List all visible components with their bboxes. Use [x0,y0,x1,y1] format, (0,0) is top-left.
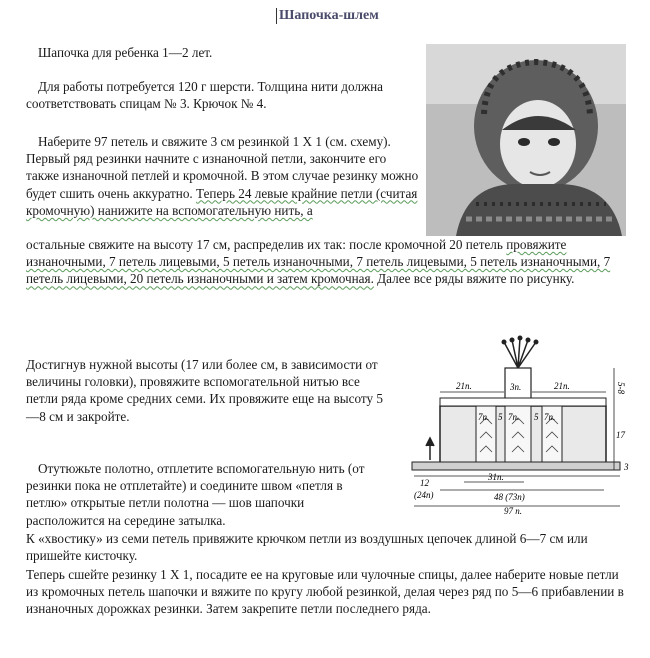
height-main-label: 17 [616,430,625,440]
steam-text: Отутюжьте полотно, отплетите вспомогательную нить (от резинки пока не отплетайте) и соедините швом «петля в петлю» открытые петли полотна — шов шапочки расположится на середине затылка. [26,461,365,528]
cast-on-underlined-1: Теперь 24 левые крайние петли (считая кромочную) нанижите на вспомогательную нить, а [26,185,418,218]
col-2-label: 5 [498,412,503,422]
tail-text: К «хвостику» из семи петель привяжите крючком петли из воздушных цепочек длиной 6—7 см или пришейте кисточку. [26,531,588,564]
cast-on-continuation [26,236,626,288]
page-title: Шапочка-шлем [276,8,379,24]
materials-text: Для работы потребуется 120 г шерсти. Толщина нити должна соответствовать спицам № 3. Крючок № 4. [26,79,384,112]
height-rib-label: 3 [624,462,629,472]
col-4-label: 5 [534,412,539,422]
main-count-label: 48 (73п) [494,492,525,502]
total-label: 97 п. [504,506,522,516]
left-top-label: 21п. [456,381,472,391]
cast-on-end: Далее все ряды вяжите по рисунку. [377,271,575,287]
child-photo [426,44,626,236]
tassel-icon [502,336,539,369]
finish-text: Теперь сшейте резинку 1 X 1, посадите ее на круговые или чулочные спицы, далее наберите новые петли из кромочных петель шапочки и вяжите по кругу любой резинкой, делая через ряд по 5—6 прибавлении в изнаночных дорожках резинки. Затем закрепите петли последнего ряда. [26,567,624,617]
col-5-label: 7п. [544,412,556,422]
knitting-schematic [404,334,634,516]
height-text: Достигнув нужной высоты (17 или более см, в зависимости от величины головки), провяжите вспомогательной нитью все петли ряда кроме средних семи. Их провяжите еще на высоту 5—8 см и закройте. [26,357,384,424]
cast-on-underlined-2: провяжите изнаночными, 7 петель лицевыми, 5 петель изнаночными, 7 петель лицевыми, 5 петель изнаночными, 7 петель лицевыми, 20 петель изнаночными и затем кромочная. [26,237,611,287]
cast-on-paragraph [26,133,420,219]
intro-text: Шапочка для ребенка 1—2 лет. [38,45,213,60]
col-1-label: 7п. [478,412,490,422]
left-count-label: 12 [420,478,429,488]
cast-on-text: Наберите 97 петель и свяжите 3 см резинкой 1 X 1 (см. схему). Первый ряд резинки начните с изнаночной петли, закончите его также изнаночной петлей и кромочной. В этом случае резинку можно будет сшить очень аккуратно. [26,134,419,201]
cast-on-rest: остальные свяжите на высоту 17 см, распределив их так: после кромочной 20 петель [26,237,503,252]
height-top-label: 5-8 [616,382,626,394]
col-3-label: 7п. [508,412,520,422]
mid-count-label: 31п. [488,472,504,482]
left-count-paren-label: (24п) [414,490,434,500]
center-top-label: 3п. [510,382,522,392]
right-top-label: 21п. [554,381,570,391]
